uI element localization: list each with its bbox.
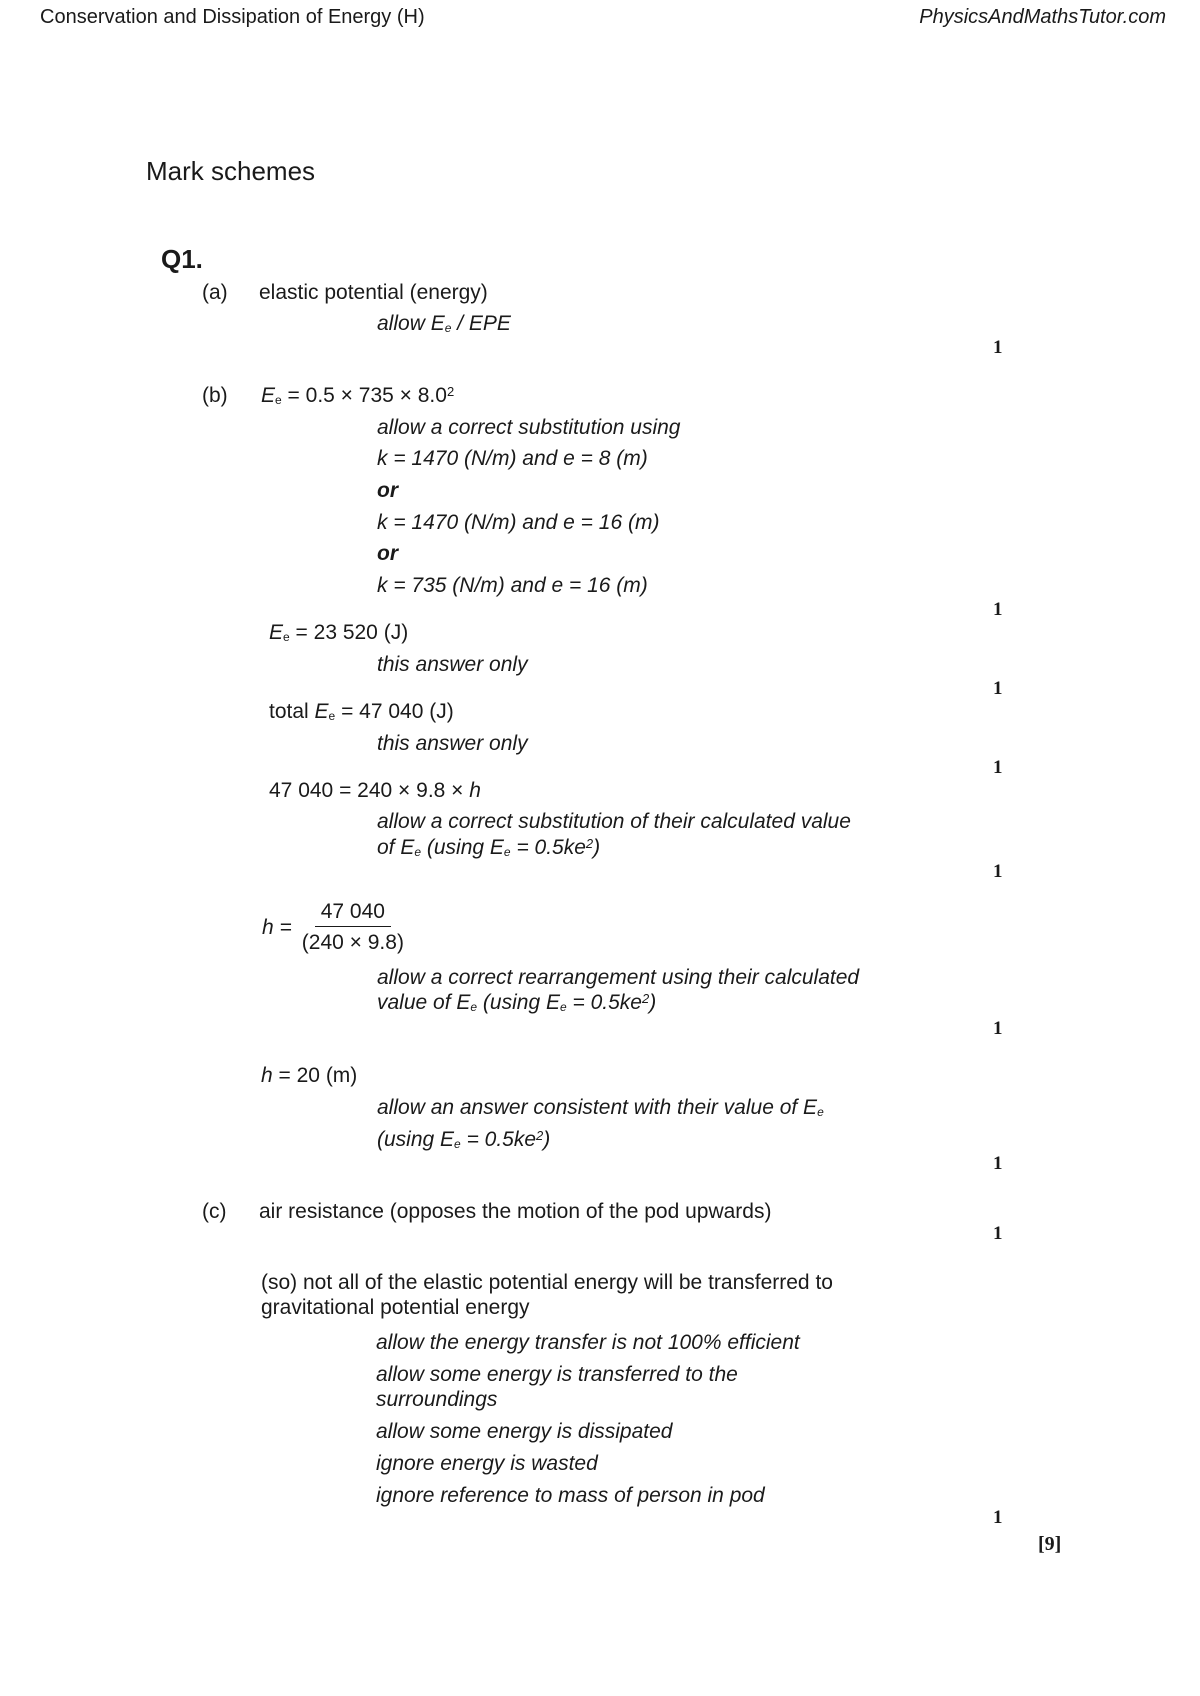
part-b-label: (b): [202, 384, 228, 407]
part-b-line5: h = 20 (m): [261, 1064, 358, 1087]
fraction-lhs: h =: [262, 915, 292, 939]
part-b-note8: value of $E_e$ (using $E_e = 0.5ke^2$): [377, 991, 657, 1014]
part-c-note1: allow the energy transfer is not 100% efficient: [376, 1331, 800, 1354]
total-marks: [9]: [1038, 1533, 1062, 1555]
part-b-note4: k = 735 (N/m) and e = 16 (m): [377, 574, 648, 597]
part-c-answer2a: (so) not all of the elastic potential energy will be transferred to: [261, 1271, 833, 1294]
part-b-line4: 47 040 = 240 × 9.8 × h: [269, 779, 481, 802]
part-c-answer2b: gravitational potential energy: [261, 1296, 530, 1319]
part-c-note2a: allow some energy is transferred to the: [376, 1363, 738, 1386]
part-b-note3: k = 1470 (N/m) and e = 16 (m): [377, 511, 660, 534]
mark-c1: 1: [993, 1223, 1003, 1244]
mark-b3: 1: [993, 757, 1003, 778]
fraction-denominator: (240 × 9.8): [301, 931, 404, 954]
part-b-or-1: or: [377, 479, 398, 502]
part-c-note2b: surroundings: [376, 1388, 498, 1411]
part-b-line2: $E_e = 23$ 520 (J): [269, 621, 409, 644]
part-b-line3: total $E_e = 47$ 040 (J): [269, 700, 454, 723]
part-b-note7: allow a correct rearrangement using their calculated: [377, 966, 860, 989]
part-b-or-2: or: [377, 542, 398, 565]
header-left-title: Conservation and Dissipation of Energy (H): [40, 6, 425, 28]
part-b-note1: allow a correct substitution using: [377, 416, 681, 439]
mark-b4: 1: [993, 861, 1003, 882]
part-b-note6: of $E_e$ (using $E_e = 0.5ke^2$): [377, 836, 601, 859]
mark-b1: 1: [993, 599, 1003, 620]
fraction-numerator: 47 040: [315, 900, 391, 927]
part-a-note: allow $E_e$ / EPE: [377, 312, 511, 335]
part-c-answer1: air resistance (opposes the motion of the pod upwards): [259, 1200, 772, 1223]
mark-b2: 1: [993, 678, 1003, 699]
mark-b6: 1: [993, 1153, 1003, 1174]
part-b-note-answer-only-1: this answer only: [377, 653, 528, 676]
part-c-label: (c): [202, 1200, 227, 1223]
mark-c2: 1: [993, 1507, 1003, 1528]
mark-a: 1: [993, 337, 1003, 358]
part-b-line1: $E_e = 0.5 \times 735 \times 8.0^2$: [261, 384, 455, 407]
part-b-note-answer-only-2: this answer only: [377, 732, 528, 755]
part-b-note10: (using $E_e = 0.5ke^2$): [377, 1128, 551, 1151]
part-b-note5: allow a correct substitution of their calculated value: [377, 810, 851, 833]
part-b-note9: allow an answer consistent with their value of $E_e$: [377, 1096, 824, 1119]
part-c-note5: ignore reference to mass of person in pod: [376, 1484, 765, 1507]
page-title: Mark schemes: [146, 156, 316, 186]
part-c-note4: ignore energy is wasted: [376, 1452, 598, 1475]
part-b-note2: k = 1470 (N/m) and e = 8 (m): [377, 447, 648, 470]
part-c-note3: allow some energy is dissipated: [376, 1420, 673, 1443]
question-label: Q1.: [161, 244, 203, 274]
fraction-equation: [262, 900, 408, 955]
part-a-label: (a): [202, 281, 228, 304]
part-a-answer: elastic potential (energy): [259, 281, 488, 304]
header-right-site: PhysicsAndMathsTutor.com: [919, 6, 1166, 28]
mark-b5: 1: [993, 1018, 1003, 1039]
